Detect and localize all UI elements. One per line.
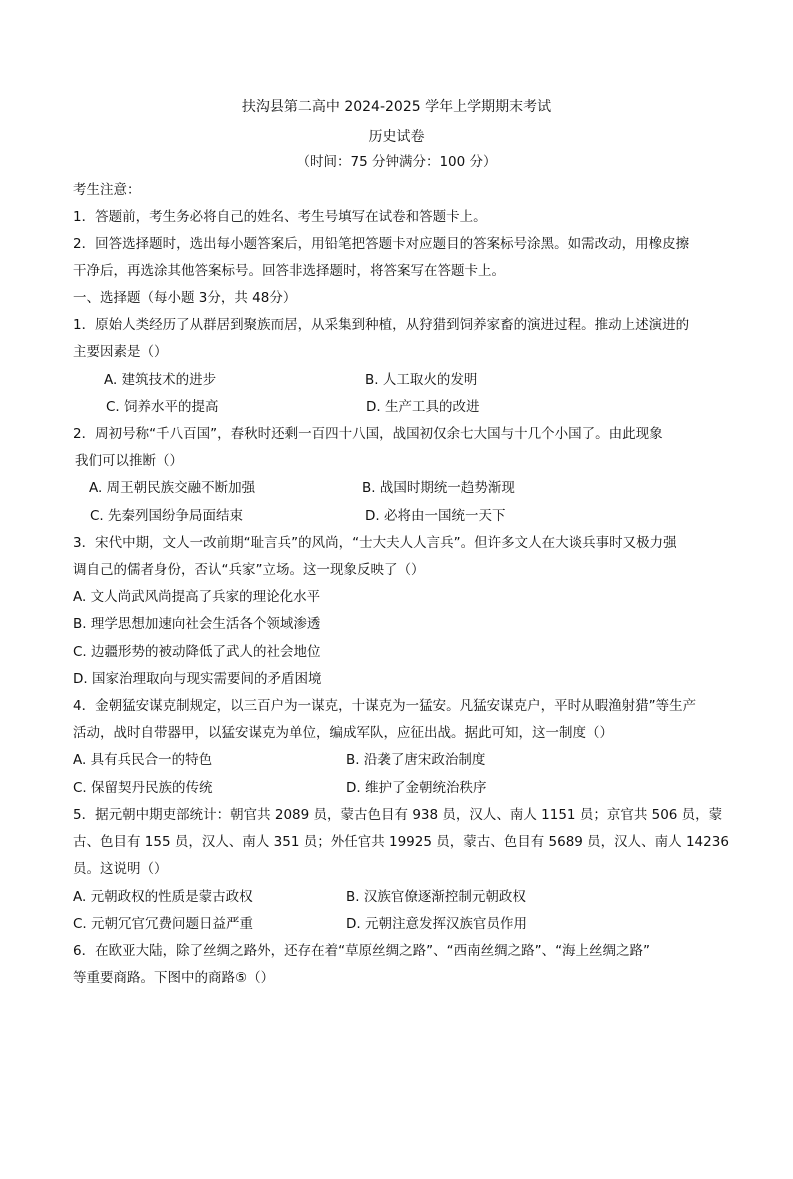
q5-option-b: B. 汉族官僚逐渐控制元朝政权: [346, 889, 526, 905]
q2-stem-line-1: 2．周初号称“千八百国”，春秋时还剩一百四十八国，战国初仅余七大国与十几个小国了。由此现象: [73, 426, 663, 442]
q1-option-b: B. 人工取火的发明: [365, 372, 478, 388]
q3-stem-line-2: 调自己的儒者身份，否认“兵家”立场。这一现象反映了（）: [73, 562, 425, 578]
q3-option-a: A. 文人尚武风尚提高了兵家的理论化水平: [73, 589, 321, 605]
q1-stem-line-2: 主要因素是（）: [73, 344, 168, 360]
section-heading: 一、选择题（每小题 3分，共 48分）: [73, 290, 297, 306]
q5-option-c: C. 元朝冗官冗费问题日益严重: [73, 916, 254, 932]
exam-title: 扶沟县第二高中 2024-2025 学年上学期期末考试: [241, 99, 552, 115]
q2-option-d: D. 必将由一国统一天下: [365, 508, 506, 524]
q2-option-c: C. 先秦列国纷争局面结束: [90, 508, 244, 524]
q4-stem-line-2: 活动，战时自带器甲，以猛安谋克为单位，编成军队，应征出战。据此可知，这一制度（）: [73, 725, 613, 741]
exam-subject: 历史试卷: [368, 129, 425, 145]
q4-stem-line-1: 4．金朝猛安谋克制规定，以三百户为一谋克，十谋克为一猛安。凡猛安谋克户，平时从暇渔射猎”等生产: [73, 698, 697, 714]
q6-stem-line-1: 6．在欧亚大陆，除了丝绸之路外，还存在着“草原丝绸之路”、“西南丝绸之路”、“海上丝绸之路”: [73, 943, 651, 959]
notice-item-2-line-2: 干净后，再选涂其他答案标号。回答非选择题时，将答案写在答题卡上。: [73, 263, 505, 279]
exam-meta: （时间：75 分钟满分：100 分）: [296, 154, 497, 170]
q5-stem-line-1: 5．据元朝中期吏部统计：朝官共 2089 员，蒙古色目有 938 员，汉人、南人 1151 员；京官共 506 员，蒙: [73, 807, 723, 823]
notice-item-1: 1．答题前，考生务必将自己的姓名、考生号填写在试卷和答题卡上。: [73, 209, 487, 225]
q4-option-a: A. 具有兵民合一的特色: [73, 752, 213, 768]
q1-option-d: D. 生产工具的改进: [366, 399, 480, 415]
notice-item-2-line-1: 2．回答选择题时，选出每小题答案后，用铅笔把答题卡对应题目的答案标号涂黑。如需改动，用橡皮擦: [73, 236, 690, 252]
q2-option-b: B. 战国时期统一趋势渐现: [362, 480, 515, 496]
q1-option-c: C. 饲养水平的提高: [106, 399, 219, 415]
q1-stem-line-1: 1．原始人类经历了从群居到聚族而居，从采集到种植，从狩猎到饲养家畜的演进过程。推动上述演进的: [73, 317, 690, 333]
q3-option-b: B. 理学思想加速向社会生活各个领域渗透: [73, 616, 321, 632]
q2-stem-line-2: 我们可以推断（）: [75, 453, 183, 469]
q5-stem-line-3: 员。这说明（）: [73, 861, 168, 877]
q5-stem-line-2: 古、色目有 155 员，汉人、南人 351 员；外任官共 19925 员，蒙古、色目有 5689 员，汉人、南人 14236: [73, 834, 729, 850]
q3-stem-line-1: 3．宋代中期，文人一改前期“耻言兵”的风尚，“士大夫人人言兵”。但许多文人在大谈兵事时又极力强: [73, 535, 677, 551]
notice-heading: 考生注意：: [73, 182, 141, 198]
q5-option-a: A. 元朝政权的性质是蒙古政权: [73, 889, 253, 905]
q4-option-c: C. 保留契丹民族的传统: [73, 780, 213, 796]
q2-option-a: A. 周王朝民族交融不断加强: [89, 480, 256, 496]
q4-option-d: D. 维护了金朝统治秩序: [346, 780, 487, 796]
q6-stem-line-2: 等重要商路。下图中的商路⑤（）: [73, 970, 275, 986]
q3-option-c: C. 边疆形势的被动降低了武人的社会地位: [73, 644, 321, 660]
q4-option-b: B. 沿袭了唐宋政治制度: [346, 752, 486, 768]
q3-option-d: D. 国家治理取向与现实需要间的矛盾困境: [73, 671, 322, 687]
q1-option-a: A. 建筑技术的进步: [104, 372, 217, 388]
q5-option-d: D. 元朝注意发挥汉族官员作用: [346, 916, 527, 932]
